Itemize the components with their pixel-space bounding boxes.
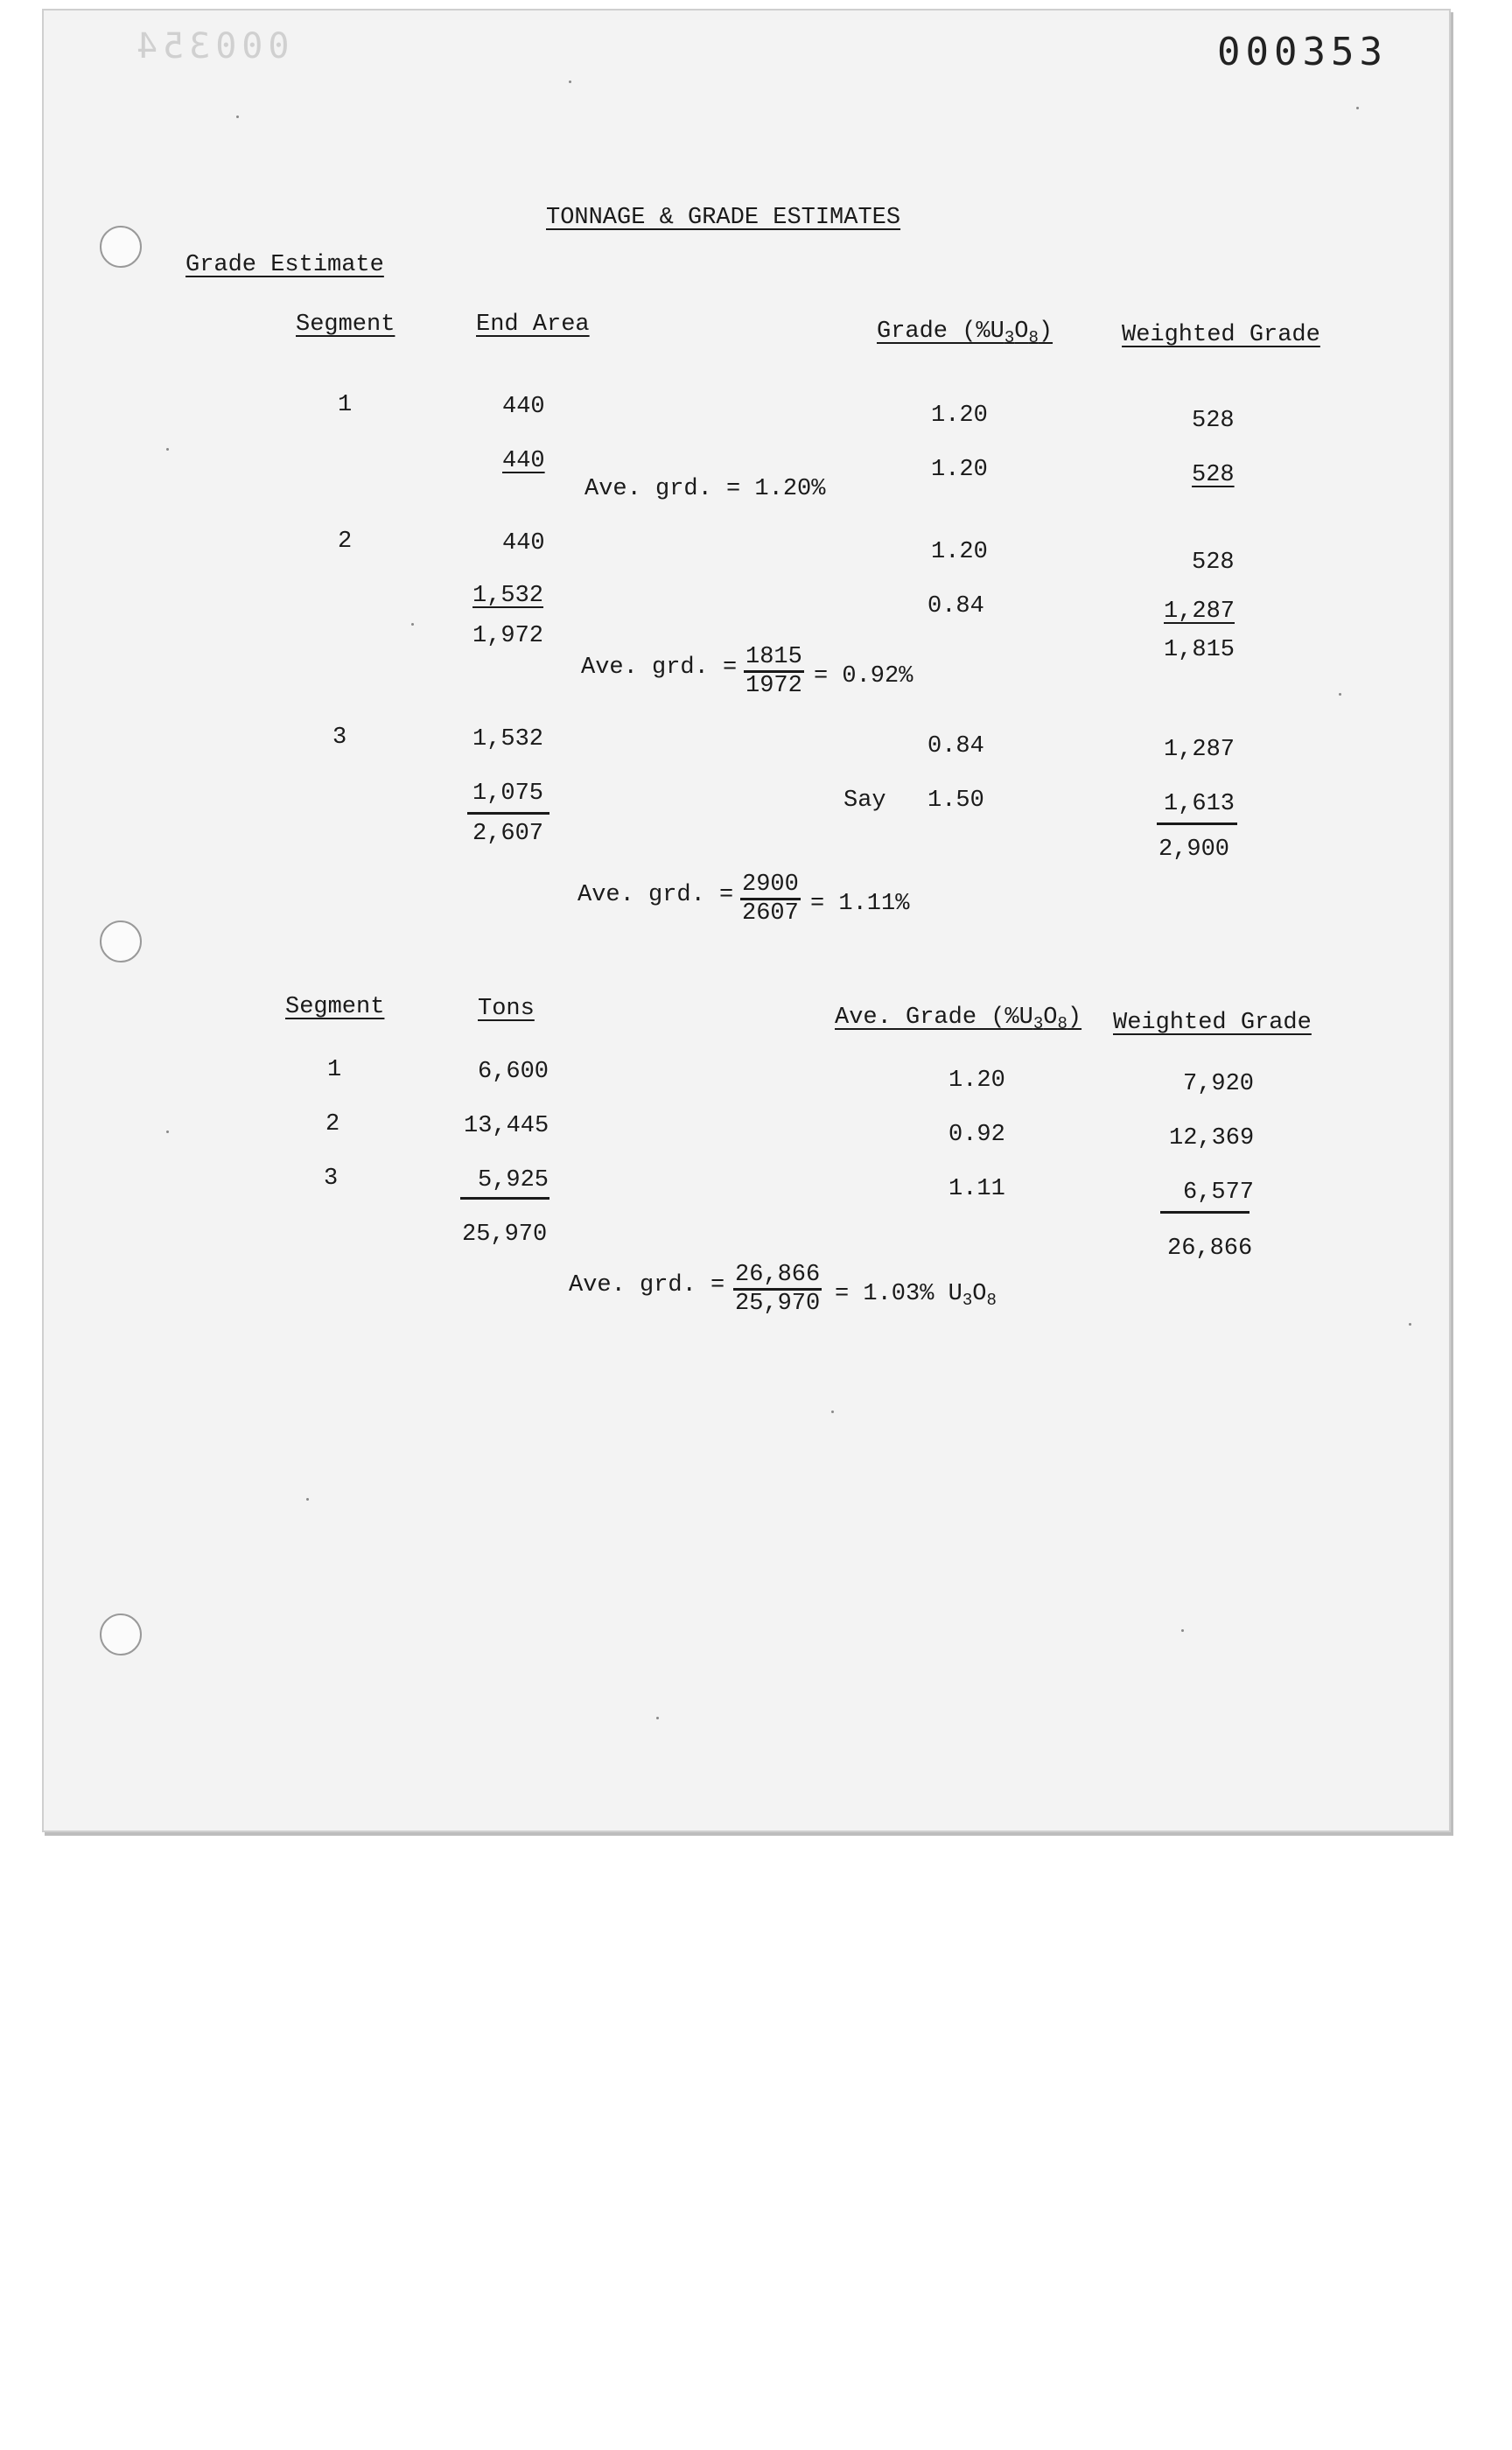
- average-grade-result: = 1.03% $U_3O_8$: [835, 1281, 997, 1310]
- weighted-grade-value: 528: [1192, 462, 1235, 488]
- fraction-numerator: 26,866: [733, 1262, 822, 1291]
- average-grade-fraction: [744, 644, 804, 699]
- end-area-value: 1,075: [472, 780, 544, 807]
- weighted-grade-value: 1,287: [1164, 737, 1236, 763]
- header-segment: Segment: [296, 312, 396, 338]
- end-area-value: 440: [502, 448, 545, 474]
- tons-value: 5,925: [478, 1167, 550, 1194]
- end-area-total: 1,972: [472, 623, 544, 649]
- speck: [411, 623, 414, 626]
- header-segment: Segment: [285, 994, 385, 1020]
- grade-value: 1.50: [928, 788, 984, 814]
- weighted-grade-value: 12,369: [1169, 1125, 1255, 1152]
- say-label: Say: [844, 788, 886, 814]
- tons-total: 25,970: [462, 1222, 548, 1248]
- header-grade: Grade $(\%U_3O_8)$: [877, 318, 1054, 347]
- weighted-grade-value: 528: [1192, 408, 1235, 434]
- speck: [831, 1410, 834, 1413]
- speck: [1181, 1629, 1184, 1632]
- sum-rule: [460, 1197, 550, 1200]
- average-grade-fraction: [733, 1262, 822, 1317]
- average-grade-label: Ave. grd. =: [578, 882, 734, 908]
- average-grade-label: Ave. grd. =: [581, 654, 738, 681]
- weighted-grade-value: 528: [1192, 550, 1235, 576]
- sum-rule: [1157, 822, 1237, 825]
- speck: [569, 80, 571, 83]
- speck: [1409, 1323, 1411, 1326]
- header-tons: Tons: [478, 996, 535, 1022]
- grade-value: 1.20: [931, 402, 988, 429]
- fraction-denominator: 1972: [746, 673, 802, 699]
- segment-number: 1: [327, 1057, 342, 1083]
- header-weighted-grade: Weighted Grade: [1122, 322, 1320, 348]
- segment-number: 2: [338, 528, 353, 555]
- weighted-grade-total: 26,866: [1167, 1236, 1253, 1262]
- punch-hole: [100, 226, 142, 268]
- document-page: [42, 9, 1451, 1832]
- weighted-grade-total: 2,900: [1158, 836, 1230, 863]
- average-grade-label: Ave. grd. =: [569, 1272, 725, 1298]
- sum-rule: [467, 812, 550, 815]
- fraction-denominator: 25,970: [735, 1291, 821, 1317]
- grade-value: 1.20: [931, 539, 988, 565]
- punch-hole: [100, 1614, 142, 1656]
- grade-value: 0.84: [928, 733, 984, 760]
- weighted-grade-value: 1,613: [1164, 791, 1236, 817]
- weighted-grade-total: 1,815: [1164, 637, 1236, 663]
- tons-value: 6,600: [478, 1059, 550, 1085]
- sum-rule: [1160, 1211, 1250, 1214]
- page-title: TONNAGE & GRADE ESTIMATES: [546, 205, 901, 231]
- end-area-value: 440: [502, 394, 545, 420]
- ave-grade-value: 1.11: [948, 1176, 1005, 1202]
- segment-number: 2: [326, 1111, 340, 1138]
- speck: [656, 1717, 659, 1719]
- speck: [166, 1130, 169, 1133]
- speck: [1356, 107, 1359, 109]
- end-area-total: 2,607: [472, 821, 544, 847]
- fraction-numerator: 2900: [740, 872, 801, 900]
- grade-estimate-heading: Grade Estimate: [186, 252, 384, 278]
- page-id-ghost: 000354: [131, 26, 290, 66]
- ave-grade-value: 0.92: [948, 1122, 1005, 1148]
- end-area-value: 440: [502, 530, 545, 556]
- weighted-grade-value: 6,577: [1183, 1180, 1255, 1206]
- segment-number: 1: [338, 392, 353, 418]
- speck: [1339, 693, 1341, 696]
- speck: [236, 116, 239, 118]
- average-grade: Ave. grd. = 1.20%: [584, 476, 826, 502]
- average-grade-result: = 1.11%: [810, 891, 910, 917]
- segment-number: 3: [324, 1166, 339, 1192]
- speck: [166, 448, 169, 451]
- tons-value: 13,445: [464, 1113, 550, 1139]
- segment-number: 3: [332, 724, 347, 751]
- weighted-grade-value: 1,287: [1164, 598, 1236, 625]
- page-id: 000353: [1217, 30, 1388, 74]
- punch-hole: [100, 920, 142, 962]
- grade-value: 1.20: [931, 457, 988, 483]
- ave-grade-value: 1.20: [948, 1068, 1005, 1094]
- fraction-numerator: 1815: [744, 644, 804, 673]
- header-weighted-grade: Weighted Grade: [1113, 1010, 1312, 1036]
- weighted-grade-value: 7,920: [1183, 1071, 1255, 1097]
- fraction-denominator: 2607: [742, 900, 799, 927]
- header-end-area: End Area: [476, 312, 590, 338]
- average-grade-fraction: [740, 872, 801, 927]
- grade-value: 0.84: [928, 593, 984, 620]
- end-area-value: 1,532: [472, 726, 544, 752]
- average-grade-result: = 0.92%: [814, 663, 914, 690]
- end-area-value: 1,532: [472, 583, 544, 609]
- header-ave-grade: Ave. Grade $(\%U_3O_8)$: [835, 1004, 1082, 1033]
- speck: [306, 1498, 309, 1501]
